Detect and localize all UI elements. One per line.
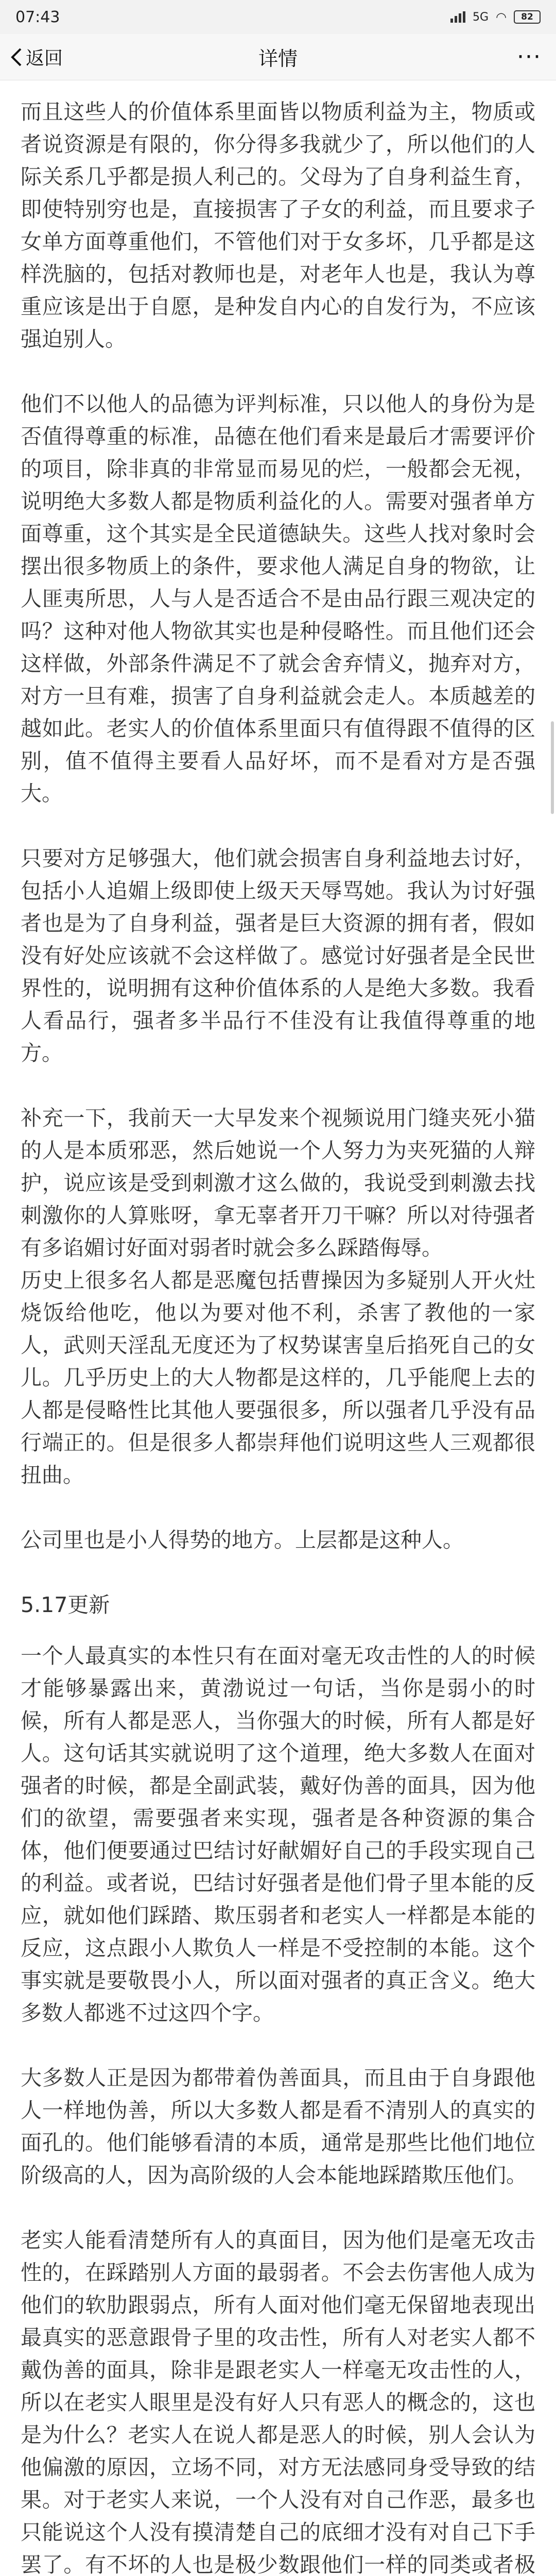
- page-title: 详情: [258, 47, 298, 70]
- status-time: 07:43: [15, 8, 60, 26]
- paragraph: 而且这些人的价值体系里面皆以物质利益为主，物质或者说资源是有限的，你分得多我就少了，所以他们的人际关系几乎都是损人利己的。父母为了自身利益生育，即使特别穷也是，直接损害了子女的利益，而且要求子女单方面尊重他们，不管他们对于女多坏，几乎都是这样洗脑的，包括对教师也是，对老年人也是，我认为尊重应该是出于自愿，是种发自内心的自发行为，不应该强迫别人。: [21, 99, 535, 351]
- paragraph: 他们不以他人的品德为评判标准，只以他人的身份为是否值得尊重的标准，品德在他们看来是最后才需要评价的项目，除非真的非常显而易见的烂，一般都会无视，说明绝大多数人都是物质利益化的人。需要对强者单方面尊重，这个其实是全民道德缺失。这些人找对象时会摆出很多物质上的条件，要求他人满足自身的物欲，让人匪夷所思，人与人是否适合不是由品行跟三观决定的吗？这种对他人物欲其实也是种侵略性。而且他们还会这样做，外部条件满足不了就会舍弃情义，抛弃对方，对方一旦有难，损害了自身利益就会走人。本质越差的越如此。老实人的价值体系里面只有值得跟不值得的区别，值不值得主要看人品好坏，而不是看对方是否强大。: [21, 392, 535, 806]
- paragraph: 一个人最真实的本性只有在面对毫无攻击性的人的时候才能够暴露出来，黄渤说过一句话，当你是弱小的时候，所有人都是恶人，当你强大的时候，所有人都是好人。这句话其实就说明了这个道理，绝大多数人在面对强者的时候，都是全副武装，戴好伪善的面具，因为他们的欲望，需要强者来实现，强者是各种资源的集合体，他们便要通过巴结讨好献媚好自己的手段实现自己的利益。或者说，巴结讨好强者是他们骨子里本能的反应，就如他们踩踏、欺压弱者和老实人一样都是本能的反应，这点跟小人欺负人一样是不受控制的本能。这个事实就是要敬畏小人，所以面对强者的真正含义。绝大多数人都逃不过这四个字。: [21, 1643, 535, 2025]
- paragraph: 公司里也是小人得势的地方。上层都是这种人。: [21, 1528, 464, 1552]
- wifi-icon: ◠: [496, 10, 507, 24]
- scrollbar-thumb[interactable]: [551, 721, 554, 814]
- paragraph: 大多数人正是因为都带着伪善面具，而且由于自身跟他人一样地伪善，所以大多数人都是看不清别人的真实的面孔的。他们能够看清的本质，通常是那些比他们地位阶级高的人，因为高阶级的人会本能地踩踏欺压他们。: [21, 2065, 535, 2188]
- back-button[interactable]: [10, 44, 63, 70]
- article-body: [0, 80, 556, 2576]
- paragraph: 只要对方足够强大，他们就会损害自身利益地去讨好，包括小人追媚上级即使上级天天辱骂她。我认为讨好强者也是为了自身利益，强者是巨大资源的拥有者，假如没有好处应该就不会这样做了。感觉讨好强者是全民世界性的，说明拥有这种价值体系的人是绝大多数。我看人看品行，强者多半品行不佳没有让我值得尊重的地方。: [21, 846, 535, 1065]
- back-label: 返回: [26, 48, 63, 69]
- battery-level: 82: [521, 12, 533, 22]
- chevron-left-icon: [10, 47, 23, 67]
- more-options-button[interactable]: ···: [517, 44, 542, 70]
- paragraph: 补充一下，我前天一大早发来个视频说用门缝夹死小猫的人是本质邪恶，然后她说一个人努力为夹死猫的人辩护，说应该是受到刺激才这么做的，我说受到刺激去找刺激你的人算账呀，拿无辜者开刀干嘛？所以对待强者有多谄媚讨好面对弱者时就会多么踩踏侮辱。: [21, 1106, 535, 1260]
- navigation-bar: [0, 34, 556, 80]
- update-heading: 5.17更新: [21, 1592, 110, 1617]
- status-bar: [0, 0, 556, 34]
- paragraph: 历史上很多名人都是恶魔包括曹操因为多疑别人开火灶烧饭给他吃，他以为要对他不利，杀害了教他的一家人，武则天淫乱无度还为了权势谋害皇后掐死自己的女儿。几乎历史上的大人物都是这样的，几乎能爬上去的人都是侵略性比其他人要强很多，所以强者几乎没有品行端正的。但是很多人都崇拜他们说明这些人三观都很扭曲。: [21, 1268, 535, 1487]
- signal-icon: [450, 11, 465, 23]
- network-type-label: 5G: [473, 10, 489, 24]
- battery-icon: [514, 10, 541, 24]
- paragraph: 老实人能看清楚所有人的真面目，因为他们是毫无攻击性的，在踩踏别人方面的最弱者。不会去伤害他人成为他们的软肋跟弱点，所有人面对他们毫无保留地表现出最真实的恶意跟骨子里的攻击性，所有人对老实人都不戴伪善的面具，除非是跟老实人一样毫无攻击性的人，所以在老实人眼里是没有好人只有恶人的概念的，这也是为什么？老实人在说人都是恶人的时候，别人会认为他偏激的原因，立场不同，对方无法感同身受导致的结果。对于老实人来说，一个人没有对自己作恶，最多也只能说这个人没有摸清楚自己的底细才没有对自己下手罢了。有不坏的人也是极少数跟他们一样的同类或者极: [21, 2228, 535, 2576]
- status-icons: [450, 10, 541, 24]
